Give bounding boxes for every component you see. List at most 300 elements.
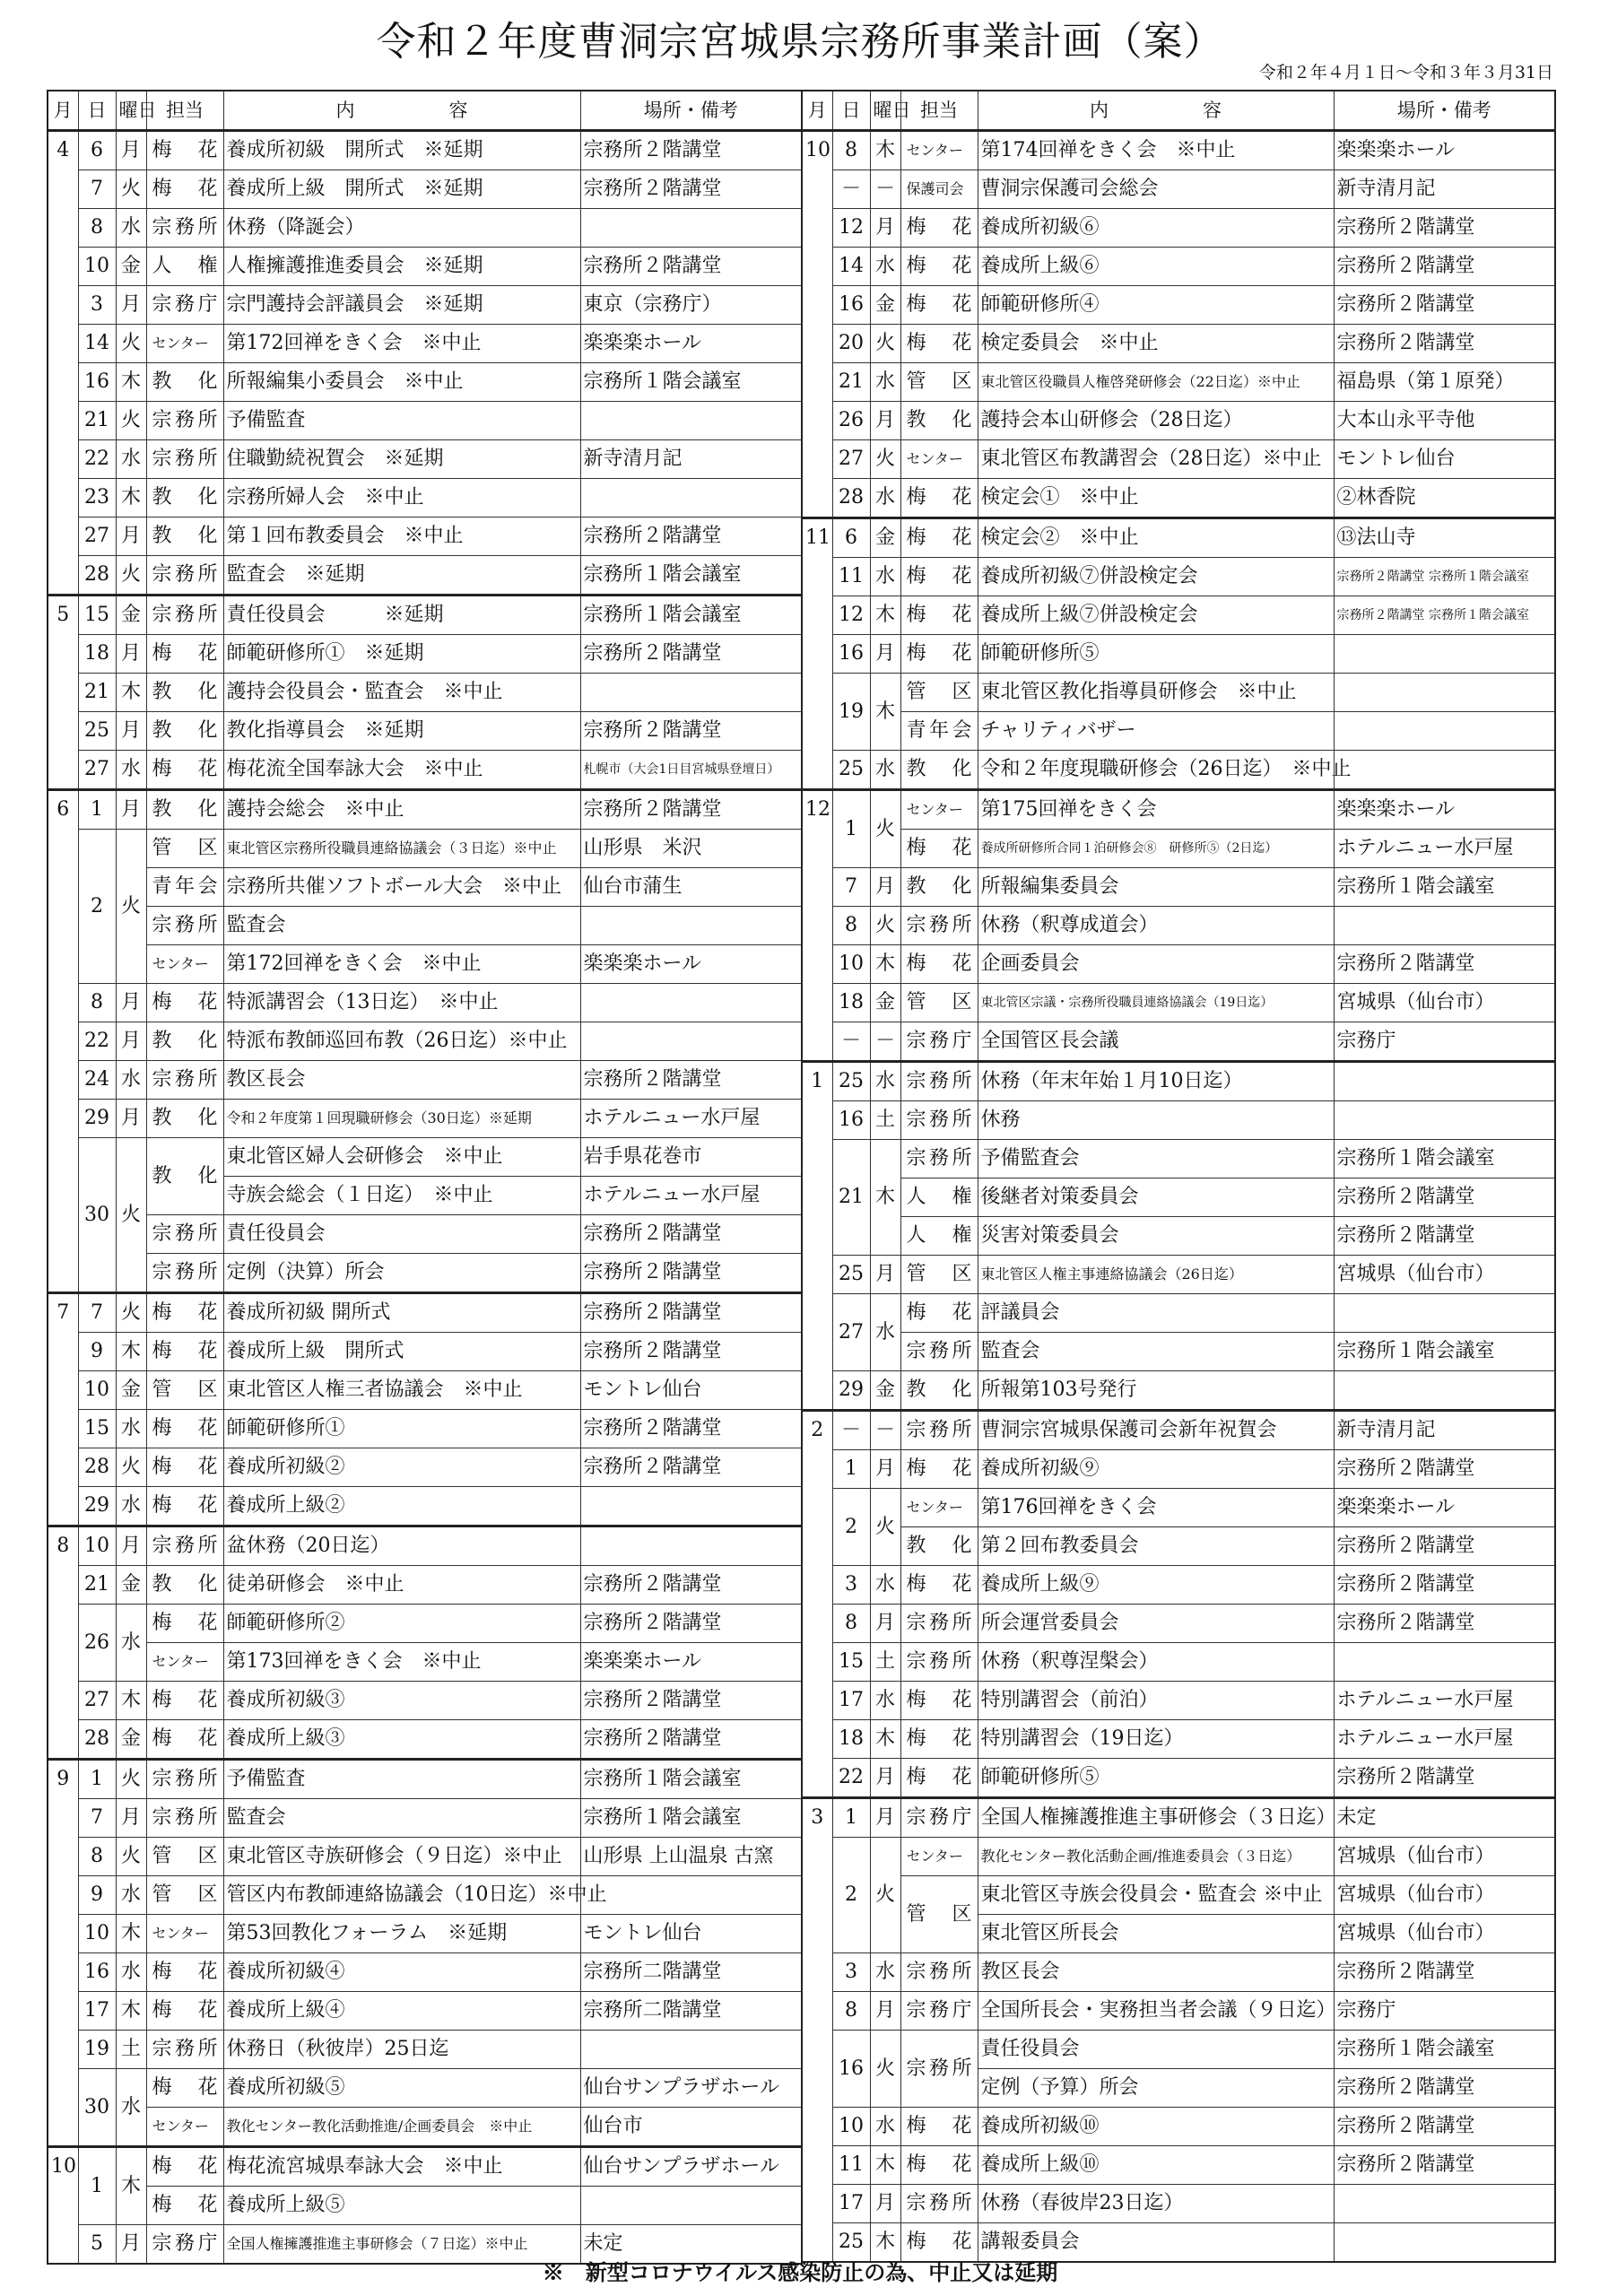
- content-cell: 特別講習会（19日迄）: [978, 1720, 1334, 1759]
- tanto-cell: 管 区: [900, 984, 978, 1022]
- tanto-cell: 宗務庁: [146, 286, 223, 325]
- day-cell: 27: [78, 751, 116, 790]
- schedule-table-left: [47, 90, 803, 2265]
- content-cell: 養成所初級④: [223, 1953, 580, 1992]
- table-row: [48, 1643, 802, 1682]
- place-cell: 楽楽楽ホール: [1334, 1489, 1555, 1527]
- content-cell: 責任役員会: [978, 2031, 1334, 2069]
- table-row: [802, 868, 1555, 907]
- weekday-cell: 水: [870, 1294, 900, 1371]
- tanto-cell: 梅 花: [900, 596, 978, 635]
- place-cell: 宗務所２階講堂: [1334, 2069, 1555, 2108]
- content-cell: 養成所上級 開所式 ※延期: [223, 170, 580, 209]
- table-row: [48, 751, 802, 790]
- tanto-cell: 管 区: [900, 363, 978, 402]
- table-row: [48, 1215, 802, 1254]
- weekday-cell: 月: [116, 790, 146, 830]
- weekday-cell: 月: [870, 868, 900, 907]
- content-cell: 師範研修所⑤: [978, 635, 1334, 674]
- table-row: [802, 1876, 1555, 1915]
- content-cell: 曹洞宗宮城県保護司会新年祝賀会: [978, 1411, 1334, 1450]
- place-cell: 宗務所２階講堂: [580, 712, 802, 751]
- content-cell: 所報編集委員会: [978, 868, 1334, 907]
- header-weekday: 曜日: [870, 91, 900, 131]
- weekday-cell: 月: [116, 712, 146, 751]
- day-cell: 8: [832, 1605, 870, 1643]
- weekday-cell: 月: [116, 1526, 146, 1566]
- tanto-cell: 梅 花: [900, 518, 978, 558]
- day-cell: 16: [78, 363, 116, 402]
- day-cell: 11: [832, 558, 870, 596]
- content-cell: 休務（釈尊涅槃会）: [978, 1643, 1334, 1682]
- tanto-cell: 梅 花: [146, 2069, 223, 2108]
- content-cell: 企画委員会: [978, 945, 1334, 984]
- content-cell: 責任役員会 ※延期: [223, 596, 580, 635]
- day-cell: 3: [78, 286, 116, 325]
- place-cell: 山形県 上山温泉 古窯: [580, 1838, 802, 1876]
- tanto-cell: 梅 花: [146, 131, 223, 170]
- tanto-cell: センター: [900, 1838, 978, 1876]
- place-cell: [1334, 1371, 1555, 1411]
- fiscal-period: 令和２年４月１日～令和３年３月31日: [1258, 63, 1553, 83]
- table-row: [802, 479, 1555, 518]
- tanto-cell: 教 化: [146, 1022, 223, 1061]
- table-row: [802, 596, 1555, 635]
- day-cell: 25: [832, 751, 870, 790]
- place-cell: [1334, 751, 1555, 790]
- place-cell: [580, 1487, 802, 1526]
- day-cell: 27: [78, 517, 116, 556]
- place-cell: [580, 2187, 802, 2225]
- content-cell: 養成所初級⑥: [978, 209, 1334, 248]
- table-row: [802, 131, 1555, 170]
- month-cell: 11: [802, 518, 832, 790]
- table-row: [48, 556, 802, 596]
- place-cell: 宗務所１階会議室: [580, 596, 802, 635]
- tanto-cell: 宗務所: [146, 2031, 223, 2069]
- content-cell: 東北管区役職員人権啓発研修会（22日迄）※中止: [978, 363, 1334, 402]
- content-cell: 養成所初級⑨: [978, 1450, 1334, 1489]
- table-row: [48, 830, 802, 868]
- tanto-cell: 宗務所: [146, 209, 223, 248]
- header-day: 日: [78, 91, 116, 131]
- weekday-cell: 土: [870, 1643, 900, 1682]
- day-cell: 21: [832, 1140, 870, 1256]
- table-row: [48, 1682, 802, 1720]
- content-cell: 住職勤続祝賀会 ※延期: [223, 440, 580, 479]
- header-content: 内 容: [978, 91, 1334, 131]
- table-row: [48, 790, 802, 830]
- place-cell: 仙台市: [580, 2108, 802, 2147]
- content-cell: 所会運営委員会: [978, 1605, 1334, 1643]
- day-cell: 5: [78, 2225, 116, 2265]
- table-row: [48, 2187, 802, 2225]
- day-cell: 7: [832, 868, 870, 907]
- day-cell: 21: [832, 363, 870, 402]
- tanto-cell: 梅 花: [900, 1759, 978, 1798]
- month-cell: 12: [802, 790, 832, 1062]
- content-cell: 講報委員会: [978, 2223, 1334, 2263]
- weekday-cell: 月: [870, 1798, 900, 1838]
- place-cell: [1334, 712, 1555, 751]
- schedule-table-right: [801, 90, 1556, 2263]
- place-cell: 仙台サンプラザホール: [580, 2147, 802, 2187]
- weekday-cell: 火: [870, 325, 900, 363]
- tanto-cell: 梅 花: [900, 1294, 978, 1333]
- table-row: [48, 1448, 802, 1487]
- day-cell: 1: [832, 1798, 870, 1838]
- tanto-cell: 教 化: [900, 751, 978, 790]
- place-cell: 宗務所２階講堂: [580, 1566, 802, 1605]
- tanto-cell: センター: [900, 1489, 978, 1527]
- weekday-cell: 水: [116, 751, 146, 790]
- content-cell: 検定会① ※中止: [978, 479, 1334, 518]
- day-cell: 8: [78, 1838, 116, 1876]
- weekday-cell: 水: [116, 209, 146, 248]
- tanto-cell: 宗務所: [900, 1140, 978, 1178]
- content-cell: 第176回禅をきく会: [978, 1489, 1334, 1527]
- content-cell: 東北管区教化指導員研修会 ※中止: [978, 674, 1334, 712]
- day-cell: 10: [78, 1371, 116, 1410]
- content-cell: 師範研修所① ※延期: [223, 635, 580, 674]
- day-cell: 7: [78, 170, 116, 209]
- weekday-cell: 金: [116, 248, 146, 286]
- content-cell: 東北管区布教講習会（28日迄）※中止: [978, 440, 1334, 479]
- place-cell: 宮城県（仙台市）: [1334, 1838, 1555, 1876]
- day-cell: 30: [78, 1138, 116, 1293]
- day-cell: 1: [78, 2147, 116, 2225]
- table-row: [802, 1022, 1555, 1062]
- content-cell: 教区長会: [978, 1953, 1334, 1992]
- weekday-cell: 金: [116, 1720, 146, 1760]
- table-row: [802, 1720, 1555, 1759]
- table-row: [802, 1101, 1555, 1140]
- weekday-cell: －: [870, 170, 900, 209]
- content-cell: 第173回禅をきく会 ※中止: [223, 1643, 580, 1682]
- table-row: [802, 248, 1555, 286]
- tanto-cell: 宗務所: [146, 1526, 223, 1566]
- weekday-cell: 金: [870, 1371, 900, 1411]
- table-row: [48, 2069, 802, 2108]
- content-cell: 養成所上級⑤: [223, 2187, 580, 2225]
- place-cell: 楽楽楽ホール: [580, 945, 802, 984]
- day-cell: －: [832, 170, 870, 209]
- content-cell: 養成所上級⑦併設検定会: [978, 596, 1334, 635]
- tanto-cell: 梅 花: [900, 2223, 978, 2263]
- day-cell: 16: [78, 1953, 116, 1992]
- table-row: [48, 2108, 802, 2147]
- place-cell: ホテルニュー水戸屋: [1334, 1682, 1555, 1720]
- content-cell: 災害対策委員会: [978, 1217, 1334, 1256]
- place-cell: [580, 402, 802, 440]
- tanto-cell: 教 化: [900, 1371, 978, 1411]
- tanto-cell: 梅 花: [900, 479, 978, 518]
- content-cell: 所報編集小委員会 ※中止: [223, 363, 580, 402]
- day-cell: 12: [832, 209, 870, 248]
- content-cell: 東北管区寺族研修会（９日迄）※中止: [223, 1838, 580, 1876]
- weekday-cell: 金: [870, 518, 900, 558]
- weekday-cell: 木: [116, 1915, 146, 1953]
- place-cell: モントレ仙台: [580, 1371, 802, 1410]
- table-row: [802, 1798, 1555, 1838]
- place-cell: 宗務所２階講堂: [580, 131, 802, 170]
- place-cell: 宗務所２階講堂: [580, 1448, 802, 1487]
- table-row: [48, 209, 802, 248]
- tanto-cell: 教 化: [146, 674, 223, 712]
- weekday-cell: 木: [870, 2146, 900, 2185]
- weekday-cell: 火: [116, 325, 146, 363]
- month-cell: 2: [802, 1411, 832, 1798]
- tanto-cell: 梅 花: [146, 1605, 223, 1643]
- month-cell: 6: [48, 790, 78, 1293]
- content-cell: 予備監査: [223, 1760, 580, 1799]
- place-cell: 宗務所１階会議室: [580, 363, 802, 402]
- table-row: [48, 907, 802, 945]
- place-cell: [580, 1526, 802, 1566]
- weekday-cell: 月: [870, 1992, 900, 2031]
- tanto-cell: 宗務所: [146, 402, 223, 440]
- place-cell: 宗務庁: [1334, 1022, 1555, 1062]
- weekday-cell: 水: [870, 751, 900, 790]
- day-cell: 1: [78, 1760, 116, 1799]
- place-cell: 未定: [580, 2225, 802, 2265]
- day-cell: 28: [832, 479, 870, 518]
- table-row: [802, 1838, 1555, 1876]
- tanto-cell: 梅 花: [146, 1448, 223, 1487]
- tanto-cell: 管 区: [146, 1838, 223, 1876]
- day-cell: 23: [78, 479, 116, 517]
- tanto-cell: 管 区: [146, 1876, 223, 1915]
- weekday-cell: 月: [870, 1605, 900, 1643]
- content-cell: 第172回禅をきく会 ※中止: [223, 945, 580, 984]
- content-cell: 第174回禅をきく会 ※中止: [978, 131, 1334, 170]
- day-cell: 16: [832, 1101, 870, 1140]
- tanto-cell: 宗務所: [146, 1760, 223, 1799]
- table-row: [48, 868, 802, 907]
- day-cell: 7: [78, 1293, 116, 1333]
- day-cell: 15: [78, 1410, 116, 1448]
- table-row: [802, 1294, 1555, 1333]
- day-cell: 25: [78, 712, 116, 751]
- content-cell: 特派布教師巡回布教（26日迄）※中止: [223, 1022, 580, 1061]
- day-cell: 27: [832, 1294, 870, 1371]
- tanto-cell: 宗務所: [146, 596, 223, 635]
- place-cell: [1334, 674, 1555, 712]
- tanto-cell: 教 化: [146, 517, 223, 556]
- tanto-cell: 教 化: [900, 1527, 978, 1566]
- weekday-cell: 火: [870, 2031, 900, 2108]
- content-cell: 養成所初級③: [223, 1682, 580, 1720]
- day-cell: 28: [78, 1720, 116, 1760]
- table-row: [802, 751, 1555, 790]
- tanto-cell: 梅 花: [900, 248, 978, 286]
- place-cell: 宗務所１階会議室: [1334, 868, 1555, 907]
- place-cell: 宗務所１階会議室: [580, 1799, 802, 1838]
- place-cell: 宗務所２階講堂: [1334, 1759, 1555, 1798]
- weekday-cell: 火: [116, 170, 146, 209]
- weekday-cell: 水: [116, 1953, 146, 1992]
- table-row: [802, 2185, 1555, 2223]
- place-cell: 宗務所２階講堂: [1334, 286, 1555, 325]
- tanto-cell: 教 化: [146, 363, 223, 402]
- table-row: [802, 1256, 1555, 1294]
- table-row: [802, 1489, 1555, 1527]
- header-place: 場所・備考: [1334, 91, 1555, 131]
- table-row: [802, 170, 1555, 209]
- table-row: [48, 517, 802, 556]
- table-row: [48, 1876, 802, 1915]
- place-cell: 宮城県（仙台市）: [1334, 984, 1555, 1022]
- tanto-cell: 宗務所: [900, 1333, 978, 1371]
- content-cell: 東北管区宗務所役職員連絡協議会（３日迄）※中止: [223, 830, 580, 868]
- place-cell: モントレ仙台: [580, 1915, 802, 1953]
- content-cell: 東北管区婦人会研修会 ※中止: [223, 1138, 580, 1177]
- tanto-cell: 宗務所: [900, 1605, 978, 1643]
- weekday-cell: 月: [870, 1256, 900, 1294]
- tanto-cell: 宗務所: [900, 2185, 978, 2223]
- tanto-cell: センター: [900, 131, 978, 170]
- table-row: [802, 1643, 1555, 1682]
- table-row: [48, 984, 802, 1022]
- table-row: [802, 1217, 1555, 1256]
- weekday-cell: 金: [116, 1371, 146, 1410]
- tanto-cell: 梅 花: [900, 286, 978, 325]
- tanto-cell: 梅 花: [900, 2146, 978, 2185]
- weekday-cell: 水: [116, 1061, 146, 1100]
- tanto-cell: 管 区: [900, 1876, 978, 1953]
- content-cell: 養成所上級⑩: [978, 2146, 1334, 2185]
- content-cell: 養成所初級⑤: [223, 2069, 580, 2108]
- day-cell: 28: [78, 556, 116, 596]
- day-cell: 16: [832, 2031, 870, 2108]
- header-content: 内 容: [223, 91, 580, 131]
- weekday-cell: 月: [116, 1799, 146, 1838]
- content-cell: 全国所長会・実務担当者会議（９日迄）: [978, 1992, 1334, 2031]
- table-row: [48, 712, 802, 751]
- table-row: [48, 635, 802, 674]
- table-row: [48, 131, 802, 170]
- place-cell: 宗務所２階講堂: [580, 1410, 802, 1448]
- table-row: [48, 1526, 802, 1566]
- tanto-cell: センター: [146, 1915, 223, 1953]
- tanto-cell: センター: [900, 440, 978, 479]
- table-row: [802, 945, 1555, 984]
- content-cell: 令和２年度現職研修会（26日迄） ※中止: [978, 751, 1334, 790]
- weekday-cell: 火: [870, 907, 900, 945]
- weekday-cell: 水: [870, 1062, 900, 1101]
- content-cell: 教化指導員会 ※延期: [223, 712, 580, 751]
- content-cell: 東北管区所長会: [978, 1915, 1334, 1953]
- tanto-cell: 梅 花: [146, 635, 223, 674]
- tanto-cell: 梅 花: [146, 1293, 223, 1333]
- place-cell: 仙台市蒲生: [580, 868, 802, 907]
- tanto-cell: センター: [146, 2108, 223, 2147]
- content-cell: 予備監査: [223, 402, 580, 440]
- place-cell: モントレ仙台: [1334, 440, 1555, 479]
- tanto-cell: 梅 花: [900, 1720, 978, 1759]
- place-cell: [1334, 907, 1555, 945]
- place-cell: 新寺清月記: [580, 440, 802, 479]
- table-row: [48, 1022, 802, 1061]
- content-cell: 宗務所婦人会 ※中止: [223, 479, 580, 517]
- content-cell: 宗務所共催ソフトボール大会 ※中止: [223, 868, 580, 907]
- place-cell: 宗務所１階会議室: [1334, 1333, 1555, 1371]
- page-title: 令和２年度曹洞宗宮城県宗務所事業計画（案）: [376, 19, 1224, 65]
- weekday-cell: 火: [870, 790, 900, 868]
- day-cell: 16: [832, 635, 870, 674]
- table-row: [802, 1333, 1555, 1371]
- weekday-cell: 月: [870, 635, 900, 674]
- table-row: [48, 1100, 802, 1138]
- day-cell: 21: [78, 402, 116, 440]
- weekday-cell: 火: [116, 1293, 146, 1333]
- table-row: [48, 1720, 802, 1760]
- place-cell: 宗務所２階講堂: [580, 170, 802, 209]
- weekday-cell: 水: [870, 479, 900, 518]
- content-cell: 師範研修所④: [978, 286, 1334, 325]
- table-row: [48, 325, 802, 363]
- content-cell: 定例（決算）所会: [223, 1254, 580, 1293]
- tanto-cell: 教 化: [146, 479, 223, 517]
- month-cell: 1: [802, 1062, 832, 1411]
- weekday-cell: 火: [870, 1489, 900, 1566]
- weekday-cell: 月: [870, 2185, 900, 2223]
- day-cell: 18: [832, 984, 870, 1022]
- place-cell: 宗務所２階講堂: [1334, 1178, 1555, 1217]
- weekday-cell: 月: [116, 131, 146, 170]
- content-cell: 第２回布教委員会: [978, 1527, 1334, 1566]
- place-cell: 宗務所２階講堂: [1334, 325, 1555, 363]
- weekday-cell: 木: [870, 596, 900, 635]
- tanto-cell: 梅 花: [146, 1682, 223, 1720]
- table-row: [802, 363, 1555, 402]
- weekday-cell: 金: [116, 596, 146, 635]
- tanto-cell: 宗務所: [146, 1254, 223, 1293]
- weekday-cell: 金: [870, 286, 900, 325]
- content-cell: 東北管区人権三者協議会 ※中止: [223, 1371, 580, 1410]
- content-cell: 盆休務（20日迄）: [223, 1526, 580, 1566]
- weekday-cell: 金: [116, 1566, 146, 1605]
- day-cell: 25: [832, 1256, 870, 1294]
- day-cell: 29: [78, 1100, 116, 1138]
- month-cell: 8: [48, 1526, 78, 1760]
- day-cell: 21: [78, 1566, 116, 1605]
- place-cell: 東京（宗務庁）: [580, 286, 802, 325]
- table-row: [802, 1062, 1555, 1101]
- day-cell: 20: [832, 325, 870, 363]
- table-row: [802, 325, 1555, 363]
- tanto-cell: 青年会: [900, 712, 978, 751]
- day-cell: 11: [832, 2146, 870, 2185]
- weekday-cell: 火: [870, 1838, 900, 1953]
- day-cell: 6: [78, 131, 116, 170]
- table-row: [48, 1061, 802, 1100]
- place-cell: 宗務庁: [1334, 1992, 1555, 2031]
- content-cell: 監査会 ※延期: [223, 556, 580, 596]
- place-cell: [580, 907, 802, 945]
- day-cell: 29: [78, 1487, 116, 1526]
- tanto-cell: 宗務庁: [146, 2225, 223, 2265]
- weekday-cell: 水: [870, 2108, 900, 2146]
- tanto-cell: 教 化: [146, 1100, 223, 1138]
- day-cell: 9: [78, 1876, 116, 1915]
- weekday-cell: 火: [116, 1760, 146, 1799]
- table-row: [802, 402, 1555, 440]
- weekday-cell: 水: [870, 363, 900, 402]
- tanto-cell: 宗務所: [146, 1061, 223, 1100]
- table-row: [48, 1487, 802, 1526]
- content-cell: 評議員会: [978, 1294, 1334, 1333]
